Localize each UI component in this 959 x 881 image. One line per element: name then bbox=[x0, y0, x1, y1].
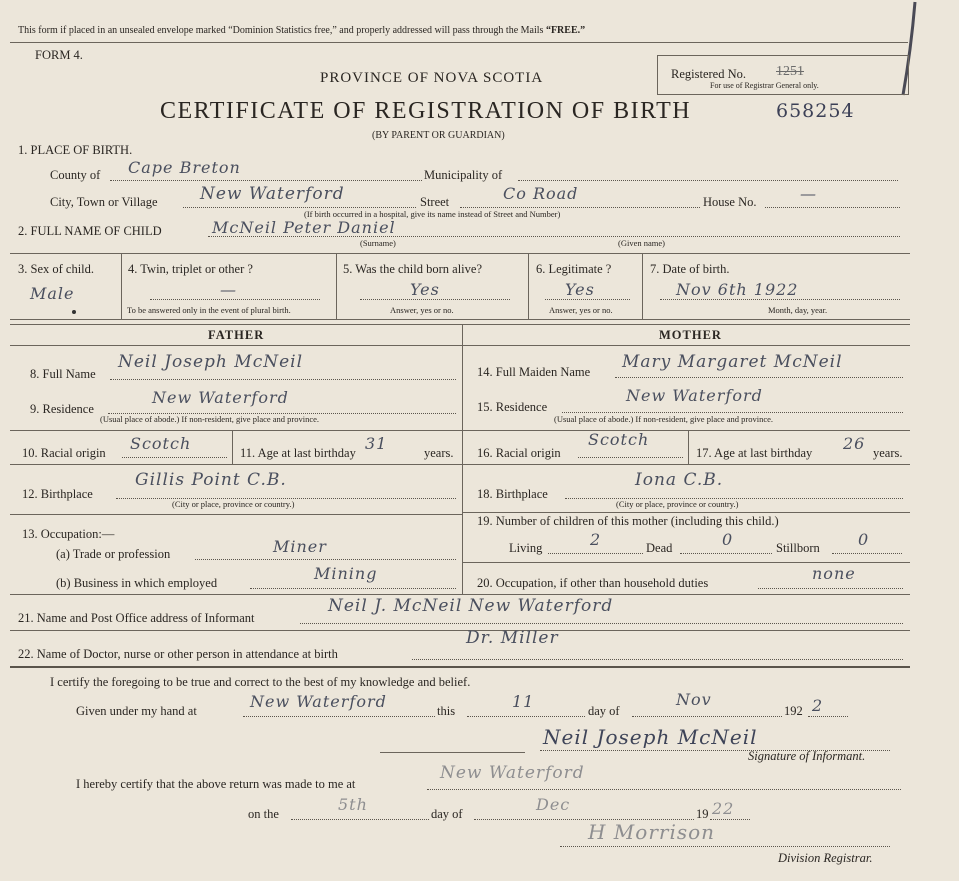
child-name-label: 2. FULL NAME OF CHILD bbox=[18, 224, 162, 238]
notice-free: “FREE.” bbox=[545, 25, 586, 36]
county-value: Cape Breton bbox=[128, 158, 241, 177]
day-of-label: day of bbox=[588, 704, 620, 718]
given-under-label: Given under my hand at bbox=[76, 704, 197, 718]
living-line bbox=[548, 553, 643, 554]
top-rule bbox=[10, 42, 908, 43]
mother-rule-1 bbox=[462, 430, 910, 431]
alive-value: Yes bbox=[410, 280, 440, 299]
legit-line bbox=[545, 299, 630, 300]
city-value: New Waterford bbox=[200, 184, 345, 204]
father-residence-value: New Waterford bbox=[152, 388, 289, 407]
father-years: years. bbox=[424, 446, 454, 460]
mother-name-value: Mary Margaret McNeil bbox=[622, 352, 843, 372]
hospital-note: (If birth occurred in a hospital, give its name instead of Street and Number) bbox=[304, 209, 561, 219]
children-count-label: 19. Number of children of this mother (including this child.) bbox=[477, 514, 779, 528]
house-value: — bbox=[800, 184, 817, 203]
legit-caption: Answer, yes or no. bbox=[549, 305, 613, 315]
registered-label: Registered No. bbox=[671, 67, 746, 81]
day-value: 11 bbox=[512, 692, 535, 711]
registrar-signature: H Morrison bbox=[588, 820, 716, 844]
on-the-label: on the bbox=[248, 807, 279, 821]
registrar-day-line bbox=[291, 819, 429, 820]
twin-line bbox=[150, 299, 320, 300]
dead-line bbox=[680, 553, 772, 554]
street-line bbox=[460, 207, 700, 208]
father-name-value: Neil Joseph McNeil bbox=[118, 352, 304, 372]
sex-label: 3. Sex of child. bbox=[18, 262, 95, 276]
notice-text: This form if placed in an unsealed envelope marked bbox=[18, 25, 226, 36]
surname-caption: (Surname) bbox=[360, 238, 396, 248]
registrar-statement: I hereby certify that the above return was made to me at bbox=[76, 777, 356, 791]
parents-heading-rule bbox=[10, 345, 910, 346]
alive-line bbox=[360, 299, 510, 300]
father-rule-3 bbox=[10, 514, 462, 515]
father-birthplace-label: 12. Birthplace bbox=[22, 487, 93, 501]
father-heading: FATHER bbox=[208, 328, 265, 342]
business-label: (b) Business in which employed bbox=[56, 576, 218, 590]
registrar-day-value: 5th bbox=[338, 795, 368, 814]
informant-value: Neil J. McNeil New Waterford bbox=[328, 596, 614, 616]
father-name-line bbox=[110, 379, 456, 380]
year-prefix: 192 bbox=[784, 704, 803, 718]
business-value: Mining bbox=[314, 564, 378, 583]
sex-value: Male bbox=[30, 284, 75, 303]
row-top-rule bbox=[10, 253, 910, 254]
twin-label: 4. Twin, triplet or other ? bbox=[128, 262, 253, 276]
mother-birthplace-value: Iona C.B. bbox=[635, 470, 724, 490]
house-line bbox=[765, 207, 900, 208]
certificate-subtitle: (BY PARENT OR GUARDIAN) bbox=[372, 130, 505, 141]
living-label: Living bbox=[509, 541, 543, 555]
doctor-line bbox=[412, 659, 903, 660]
business-line bbox=[250, 588, 456, 589]
doctor-value: Dr. Miller bbox=[466, 628, 559, 648]
occupation-heading: 13. Occupation:— bbox=[22, 527, 115, 541]
mother-years: years. bbox=[873, 446, 903, 460]
col-divider-2 bbox=[336, 253, 337, 319]
row-bottom-rule bbox=[10, 319, 910, 320]
day-line bbox=[467, 716, 585, 717]
certificate-number: 658254 bbox=[776, 100, 855, 122]
mother-rule-4 bbox=[462, 562, 910, 563]
registered-value: 1251 bbox=[776, 64, 804, 79]
mother-racial-line bbox=[578, 457, 683, 458]
informant-label: 21. Name and Post Office address of Informant bbox=[18, 611, 255, 625]
twin-caption: To be answered only in the event of plural birth. bbox=[127, 305, 291, 315]
date-label: 7. Date of birth. bbox=[650, 262, 730, 276]
informant-signature-caption: Signature of Informant. bbox=[748, 749, 866, 763]
parents-divider bbox=[462, 324, 463, 594]
informant-line bbox=[300, 623, 903, 624]
place-of-birth-heading: 1. PLACE OF BIRTH. bbox=[18, 143, 133, 157]
county-line bbox=[110, 180, 422, 181]
date-caption: Month, day, year. bbox=[768, 305, 828, 315]
registrar-place-value: New Waterford bbox=[440, 763, 585, 783]
doctor-label: 22. Name of Doctor, nurse or other person in attendance at birth bbox=[18, 647, 338, 661]
father-racial-divider bbox=[232, 430, 233, 464]
mother-rule-2 bbox=[462, 464, 910, 465]
year-suffix: 2 bbox=[812, 696, 824, 715]
alive-label: 5. Was the child born alive? bbox=[343, 262, 483, 276]
registrar-signature-line bbox=[560, 846, 890, 847]
registrar-month-value: Dec bbox=[536, 795, 571, 814]
mother-occupation-value: none bbox=[812, 564, 856, 583]
mother-age-label: 17. Age at last birthday bbox=[696, 446, 813, 460]
municipality-line bbox=[518, 180, 898, 181]
father-age-label: 11. Age at last birthday bbox=[240, 446, 356, 460]
mother-residence-line bbox=[562, 412, 903, 413]
informant-bottom-rule bbox=[10, 630, 910, 631]
mother-rule-3 bbox=[462, 512, 910, 513]
mother-name-label: 14. Full Maiden Name bbox=[477, 365, 591, 379]
alive-caption: Answer, yes or no. bbox=[390, 305, 454, 315]
parents-top-rule bbox=[10, 324, 910, 325]
house-label: House No. bbox=[703, 195, 757, 209]
year-line bbox=[808, 716, 848, 717]
legit-label: 6. Legitimate ? bbox=[536, 262, 612, 276]
mother-racial-divider bbox=[688, 430, 689, 464]
trade-line bbox=[195, 559, 456, 560]
trade-value: Miner bbox=[273, 537, 327, 556]
mother-occupation-label: 20. Occupation, if other than household duties bbox=[477, 576, 709, 590]
stillborn-label: Stillborn bbox=[776, 541, 820, 555]
registrar-year-prefix: 19 bbox=[696, 807, 709, 821]
notice-quote: “Dominion Statistics free,” bbox=[228, 25, 337, 36]
given-name-caption: (Given name) bbox=[618, 238, 665, 248]
father-birthplace-value: Gillis Point C.B. bbox=[135, 470, 287, 490]
registrar-use-note: For use of Registrar General only. bbox=[710, 81, 819, 90]
month-value: Nov bbox=[676, 690, 712, 709]
mother-age-value: 26 bbox=[843, 434, 866, 453]
stillborn-value: 0 bbox=[858, 530, 870, 549]
stillborn-line bbox=[832, 553, 902, 554]
father-rule-2 bbox=[10, 464, 462, 465]
father-racial-value: Scotch bbox=[130, 434, 192, 453]
mother-name-line bbox=[615, 377, 903, 378]
ink-dot-icon bbox=[72, 310, 76, 314]
twin-value: — bbox=[220, 280, 237, 299]
father-name-label: 8. Full Name bbox=[30, 367, 96, 381]
signature-mark-line bbox=[380, 752, 525, 753]
city-label: City, Town or Village bbox=[50, 195, 158, 209]
city-line bbox=[183, 207, 416, 208]
date-value: Nov 6th 1922 bbox=[676, 280, 799, 299]
child-name-value: McNeil Peter Daniel bbox=[212, 218, 396, 237]
certificate-title: CERTIFICATE OF REGISTRATION OF BIRTH bbox=[160, 98, 692, 124]
living-value: 2 bbox=[590, 530, 602, 549]
registrar-year-line bbox=[710, 819, 750, 820]
form-number: FORM 4. bbox=[35, 48, 83, 62]
certify-statement: I certify the foregoing to be true and correct to the best of my knowledge and belief. bbox=[50, 675, 471, 689]
mother-birthplace-caption: (City or place, province or country.) bbox=[616, 499, 739, 509]
trade-label: (a) Trade or profession bbox=[56, 547, 171, 561]
notice-middle: and properly addressed will pass through the Mails bbox=[339, 25, 544, 36]
street-value: Co Road bbox=[503, 184, 579, 203]
mailing-notice bbox=[18, 25, 585, 36]
mother-birthplace-label: 18. Birthplace bbox=[477, 487, 548, 501]
mother-residence-caption: (Usual place of abode.) If non-resident, give place and province. bbox=[554, 414, 774, 424]
county-label: County of bbox=[50, 168, 101, 182]
doctor-bottom-rule bbox=[10, 666, 910, 668]
father-age-value: 31 bbox=[365, 434, 388, 453]
mother-residence-label: 15. Residence bbox=[477, 400, 548, 414]
mother-racial-label: 16. Racial origin bbox=[477, 446, 561, 460]
father-rule-1 bbox=[10, 430, 462, 431]
legit-value: Yes bbox=[565, 280, 595, 299]
col-divider-4 bbox=[642, 253, 643, 319]
date-line bbox=[660, 299, 900, 300]
father-residence-caption: (Usual place of abode.) If non-resident, give place and province. bbox=[100, 414, 320, 424]
given-place-value: New Waterford bbox=[250, 692, 387, 711]
mother-residence-value: New Waterford bbox=[626, 386, 763, 405]
mother-heading: MOTHER bbox=[659, 328, 722, 342]
this-label: this bbox=[437, 704, 456, 718]
province-title: PROVINCE OF NOVA SCOTIA bbox=[320, 70, 544, 86]
col-divider-3 bbox=[528, 253, 529, 319]
mother-racial-value: Scotch bbox=[588, 430, 650, 449]
registrar-year-suffix: 22 bbox=[712, 799, 735, 818]
street-label: Street bbox=[420, 195, 450, 209]
father-birthplace-caption: (City or place, province or country.) bbox=[172, 499, 295, 509]
informant-top-rule bbox=[10, 594, 910, 595]
registrar-place-line bbox=[427, 789, 901, 790]
municipality-label: Municipality of bbox=[424, 168, 503, 182]
registrar-day-of-label: day of bbox=[431, 807, 463, 821]
dead-value: 0 bbox=[722, 530, 734, 549]
father-racial-label: 10. Racial origin bbox=[22, 446, 106, 460]
given-place-line bbox=[243, 716, 435, 717]
father-racial-line bbox=[122, 457, 227, 458]
father-residence-label: 9. Residence bbox=[30, 402, 94, 416]
informant-signature: Neil Joseph McNeil bbox=[543, 725, 758, 749]
mother-occupation-line bbox=[758, 588, 903, 589]
col-divider-1 bbox=[121, 253, 122, 319]
registrar-caption: Division Registrar. bbox=[778, 851, 873, 865]
dead-label: Dead bbox=[646, 541, 673, 555]
month-line bbox=[632, 716, 782, 717]
